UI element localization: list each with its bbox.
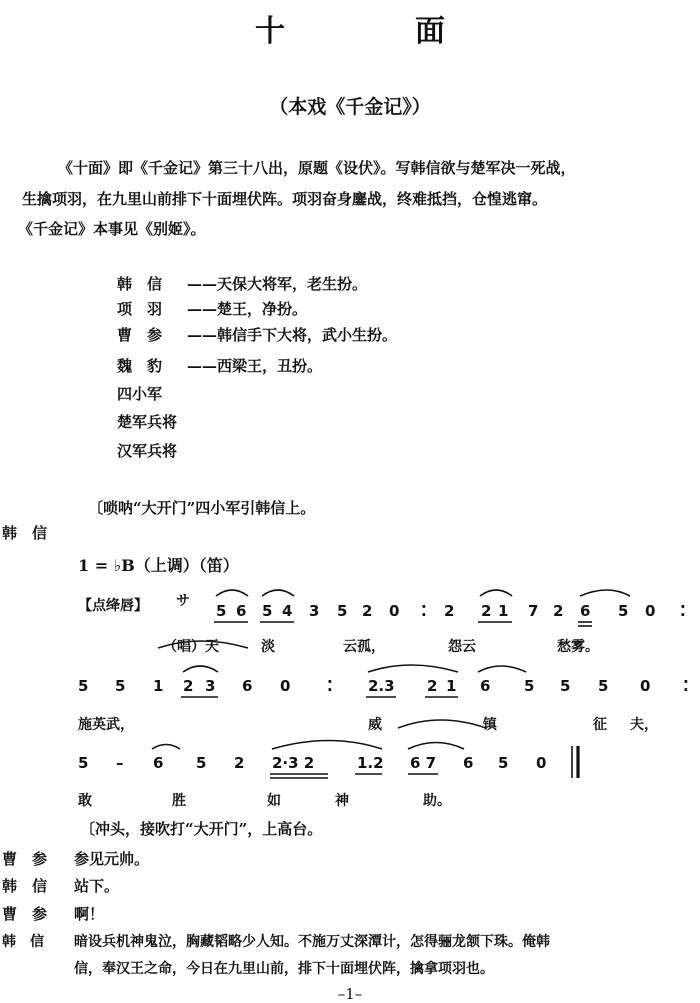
score-note: 6	[480, 677, 491, 695]
speaker-name: 曹 参	[2, 905, 48, 923]
score-note: 2	[183, 677, 194, 695]
score-lyric: 淡	[261, 639, 275, 655]
score-note: 5	[598, 677, 609, 695]
dialogue-text: 信，奉汉王之命，今日在九里山前，排下十面埋伏阵，擒拿项羽也。	[74, 961, 494, 977]
score-note: 5	[498, 754, 509, 772]
score-note: 1	[498, 602, 509, 620]
slur-mark	[262, 590, 294, 596]
role-name: 曹 参	[117, 326, 163, 344]
score-lyric: 征	[593, 717, 607, 733]
page-number: –1–	[337, 985, 363, 1003]
score-note: 0	[640, 677, 651, 695]
score-lyric: 愁雾。	[557, 639, 599, 655]
score-note: 5	[115, 677, 126, 695]
score-note: 0	[280, 677, 291, 695]
score-note: 2	[362, 602, 373, 620]
tune-mark: サ	[176, 593, 190, 609]
score-note: 6	[463, 754, 474, 772]
slur-mark	[183, 666, 218, 672]
speaker-name: 韩 信	[2, 877, 48, 895]
slur-mark	[478, 666, 526, 672]
score-note: 1	[446, 677, 457, 695]
speaker-name: 韩 信	[2, 934, 44, 950]
dialogue-text: 啊！	[74, 905, 105, 923]
score-note: 0	[645, 602, 656, 620]
role-description: ——天保大将军，老生扮。	[187, 275, 368, 293]
role-description: ——楚王，净扮。	[187, 300, 308, 318]
role-name: 项 羽	[117, 300, 163, 318]
dialogue-text: 站下。	[74, 877, 120, 895]
score-note: 5	[262, 602, 273, 620]
stage-direction: 〔唢呐“大开门”四小军引韩信上。	[88, 499, 316, 517]
slur-mark	[368, 665, 458, 672]
score-lyric: 威	[368, 717, 382, 733]
role-name: 韩 信	[117, 275, 163, 293]
score-bar: ⁚	[680, 602, 686, 620]
slur-mark	[408, 743, 464, 750]
score-note: 1.2	[357, 754, 384, 772]
slur-mark	[272, 741, 382, 750]
score-note: 5	[216, 602, 227, 620]
dialogue-text: 参见元帅。	[74, 850, 150, 868]
page-subtitle: （本戏《千金记》）	[269, 96, 431, 118]
score-note: 4	[282, 602, 293, 620]
score-note: 2	[481, 602, 492, 620]
score-note: 2	[444, 602, 455, 620]
score-note: 6	[242, 677, 253, 695]
score-note: 2.3	[368, 677, 395, 695]
score-lyric: 神	[335, 793, 349, 809]
tune-label: 【点绛唇】	[78, 598, 148, 614]
score-note: 5	[337, 602, 348, 620]
score-lyric: 云孤，	[343, 639, 385, 655]
score-note: 3	[205, 677, 216, 695]
speaker-name: 曹 参	[2, 850, 48, 868]
score-note: –	[116, 754, 124, 772]
page-title: 十 面	[255, 14, 495, 49]
score-note: 5	[618, 602, 629, 620]
intro-paragraph-line: 《十面》即《千金记》第三十八出，原题《设伏》。写韩信欲与楚军决一死战，	[58, 159, 576, 177]
score-lyric: 镇	[483, 717, 497, 733]
score-note: 6	[580, 602, 591, 620]
score-lyric: 夫，	[630, 717, 658, 733]
slur-mark	[158, 641, 248, 648]
intro-paragraph-line: 《千金记》本事见《别姬》。	[18, 220, 206, 238]
score-note: 7	[528, 602, 539, 620]
role-description: ——韩信手下大将，武小生扮。	[187, 326, 398, 344]
singer-name: 韩 信	[2, 524, 48, 542]
slur-mark	[216, 590, 248, 596]
slur-mark	[580, 590, 630, 596]
score-note: 5	[78, 754, 89, 772]
intro-paragraph-line: 生擒项羽，在九里山前排下十面埋伏阵。项羽奋身鏖战，终难抵挡，仓惶逃窜。	[22, 190, 548, 208]
score-note: 6 7	[410, 754, 437, 772]
score-note: 5	[524, 677, 535, 695]
score-lyric: （唱）天	[163, 639, 219, 655]
score-lyric: 如	[267, 793, 281, 809]
score-note: 5	[78, 677, 89, 695]
score-note: 5	[196, 754, 207, 772]
score-note: 2	[234, 754, 245, 772]
score-bar: ⁚	[683, 677, 689, 695]
score-note: 2·3 2	[272, 754, 315, 772]
score-lyric: 怨云	[448, 639, 476, 655]
slur-mark	[152, 745, 180, 750]
score-bar: ⁚	[327, 677, 333, 695]
score-bar: ⁚	[421, 602, 427, 620]
slur-mark	[398, 720, 486, 728]
stage-direction: 〔冲头，接吹打“大开门”，上高台。	[80, 820, 323, 838]
score-lyric: 施英武，	[78, 717, 134, 733]
key-signature: 1 = ♭B（上调）（笛）	[78, 556, 239, 575]
score-lyric: 助。	[423, 793, 451, 809]
score-lyric: 胜	[172, 793, 186, 809]
dialogue-text: 暗设兵机神鬼泣，胸藏韬略少人知。不施万丈深潭计，怎得骊龙颔下珠。俺韩	[74, 934, 550, 950]
score-note: 6	[236, 602, 247, 620]
role-name: 四小军	[117, 385, 163, 403]
score-note: 0	[389, 602, 400, 620]
score-note: 2	[427, 677, 438, 695]
role-name: 魏 豹	[117, 357, 163, 375]
role-name: 汉军兵将	[117, 442, 178, 460]
score-note: 2	[553, 602, 564, 620]
slur-mark	[480, 590, 512, 596]
role-description: ——西梁王，丑扮。	[187, 357, 323, 375]
score-note: 1	[153, 677, 164, 695]
score-note: 5	[560, 677, 571, 695]
score-note: 6	[153, 754, 164, 772]
score-note: 0	[536, 754, 547, 772]
score-lyric: 敢	[78, 793, 92, 809]
role-name: 楚军兵将	[117, 413, 178, 431]
score-note: 3	[309, 602, 320, 620]
